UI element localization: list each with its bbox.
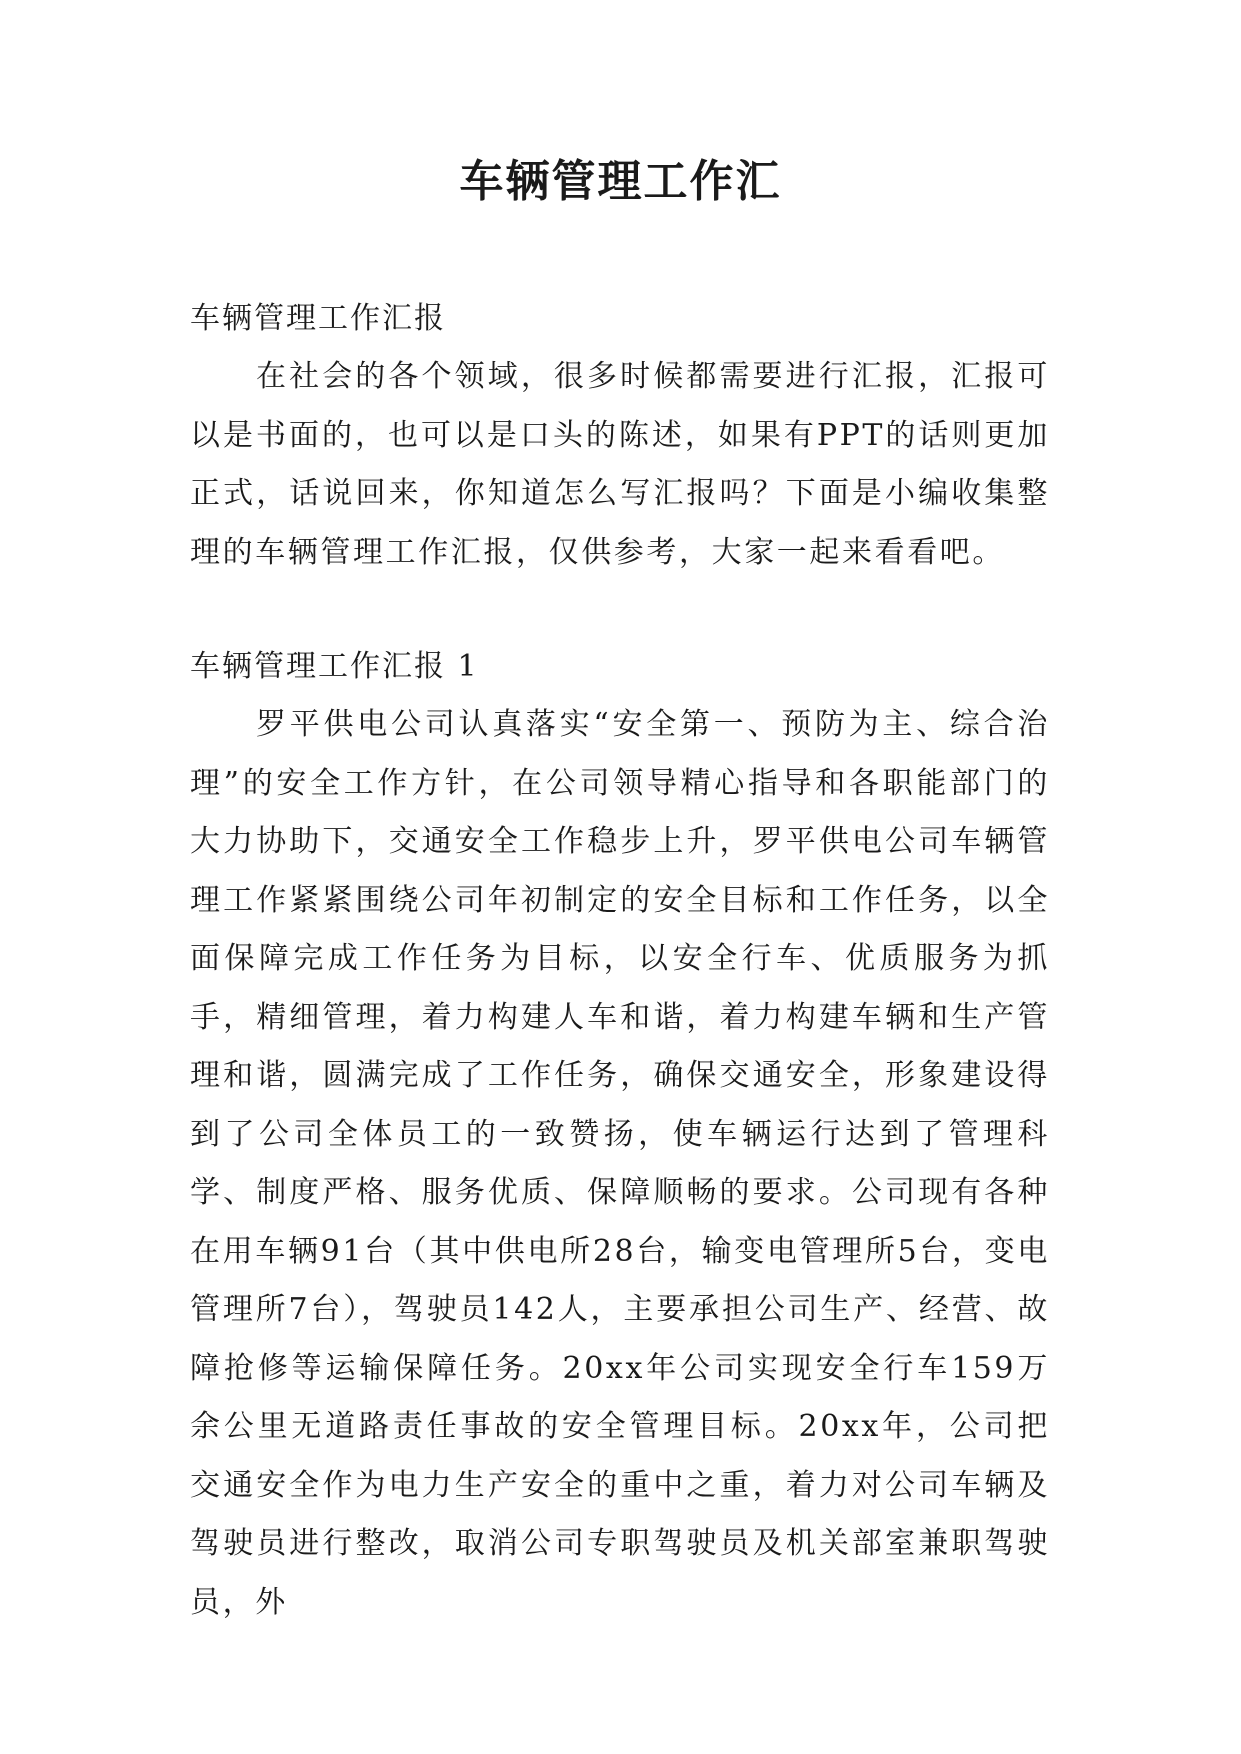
section-1-heading: 车辆管理工作汇报 1 [190,649,479,684]
section-1-paragraph: 罗平供电公司认真落实“安全第一、预防为主、综合治理”的安全工作方针，在公司领导精心指导和各职能部门的大力协助下，交通安全工作稳步上升，罗平供电公司车辆管理工作紧紧围绕公司年初制定的安全目标和工作任务，以全面保障完成工作任务为目标，以安全行车、优质服务为抓手，精细管理，着力构建人车和谐，着力构建车辆和生产管理和谐，圆满完成了工作任务，确保交通安全，形象建设得到了公司全体员工的一致赞扬，使车辆运行达到了管理科学、制度严格、服务优质、保障顺畅的要求。公司现有各种在用车辆91台（其中供电所28台，输变电管理所5台，变电管理所7台），驾驶员142人，主要承担公司生产、经营、故障抢修等运输保障任务。20xx年公司实现安全行车159万余公里无道路责任事故的安全管理目标。20xx年，公司把交通安全作为电力生产安全的重中之重，着力对公司车辆及驾驶员进行整改，取消公司专职驾驶员及机关部室兼职驾驶员，外 [190,707,1050,1620]
document-title: 车辆管理工作汇 [459,156,782,207]
intro-heading: 车辆管理工作汇报 [190,301,446,336]
document-body [190,290,1050,1632]
intro-paragraph: 在社会的各个领域，很多时候都需要进行汇报，汇报可以是书面的，也可以是口头的陈述，如果有PPT的话则更加正式，话说回来，你知道怎么写汇报吗？下面是小编收集整理的车辆管理工作汇报，仅供参考，大家一起来看看吧。 [190,359,1050,570]
